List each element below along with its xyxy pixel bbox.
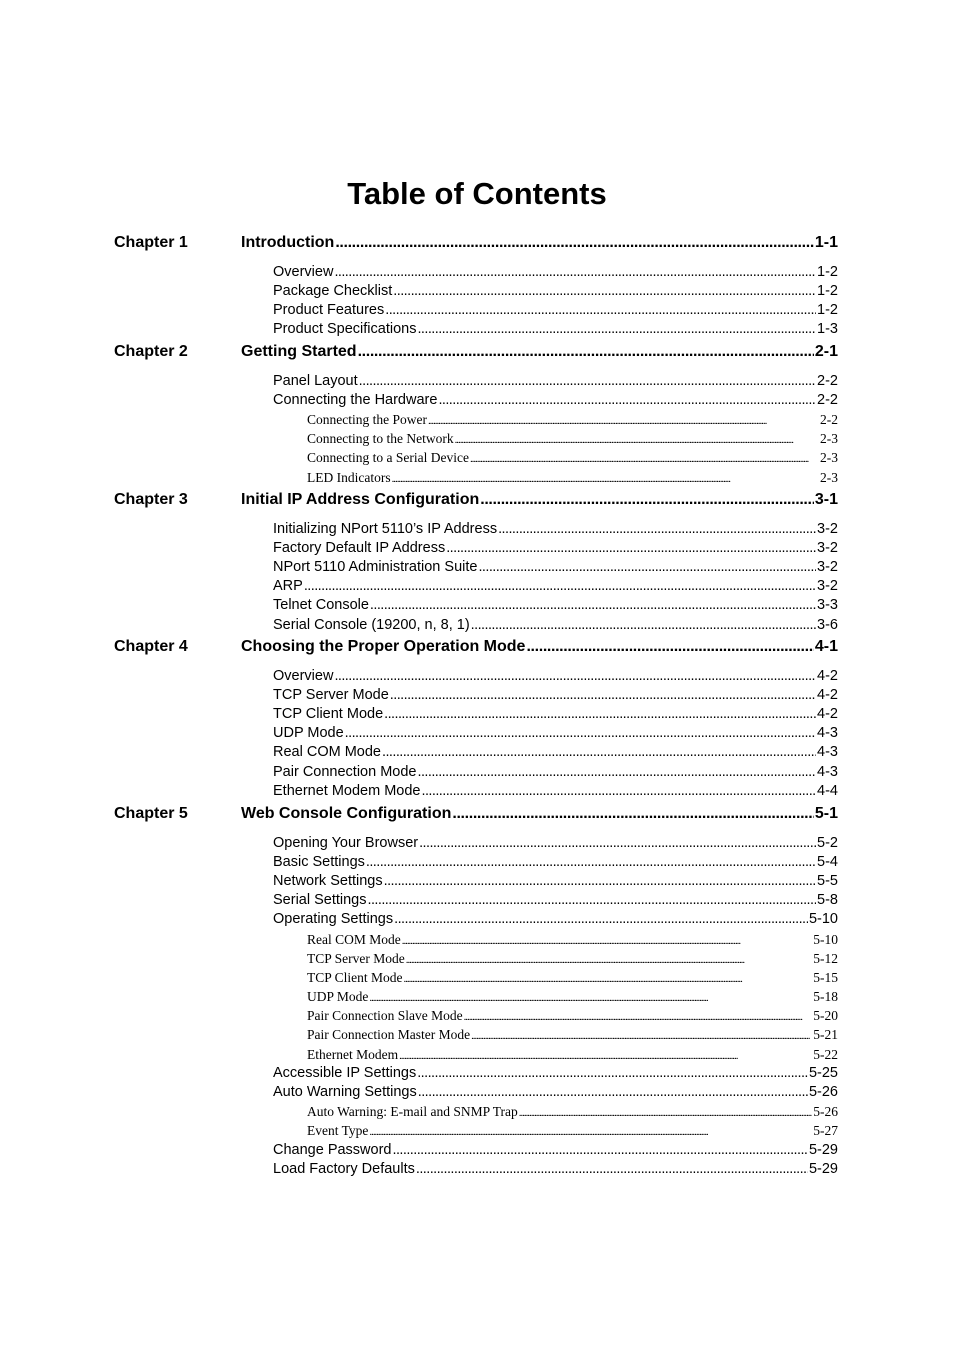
toc-entry[interactable] xyxy=(273,391,838,410)
toc-entry[interactable] xyxy=(307,1025,838,1046)
entry-page-number: 1-2 xyxy=(817,264,838,280)
toc-entry[interactable] xyxy=(307,1006,838,1027)
toc-entry[interactable] xyxy=(273,577,838,596)
entry-title: Initial IP Address Configuration xyxy=(241,491,480,508)
entry-page-number: 5-4 xyxy=(817,854,838,870)
entry-title: ARP xyxy=(273,578,303,594)
entry-title: Serial Console (19200, n, 8, 1) xyxy=(273,617,470,633)
entry-title: Operating Settings xyxy=(273,911,394,927)
entry-title: Factory Default IP Address xyxy=(273,540,446,556)
entry-title: Basic Settings xyxy=(273,854,365,870)
entry-title: LED Indicators xyxy=(307,470,391,485)
chapter-title-entry[interactable] xyxy=(241,637,838,656)
dot-leader xyxy=(369,987,812,1008)
dot-leader xyxy=(416,1160,808,1179)
entry-title: Opening Your Browser xyxy=(273,835,419,851)
entry-title: Initializing NPort 5110’s IP Address xyxy=(273,521,498,537)
dot-leader xyxy=(406,949,813,970)
dot-leader xyxy=(334,263,816,282)
dot-leader xyxy=(370,596,816,615)
entry-page-number: 1-1 xyxy=(814,234,838,251)
entry-page-number: 5-2 xyxy=(817,835,838,851)
entry-page-number: 5-12 xyxy=(813,951,838,966)
toc-entry[interactable] xyxy=(307,468,838,489)
entry-title: Change Password xyxy=(273,1142,392,1158)
dot-leader xyxy=(345,724,816,743)
toc-entry[interactable] xyxy=(273,596,838,615)
toc-entry[interactable] xyxy=(273,782,838,801)
entry-page-number: 5-18 xyxy=(813,989,838,1004)
dot-leader xyxy=(404,968,813,989)
toc-entry[interactable] xyxy=(273,372,838,391)
dot-leader xyxy=(402,930,813,951)
entry-page-number: 5-20 xyxy=(813,1008,838,1023)
dot-leader xyxy=(393,1141,808,1160)
chapter-title-entry[interactable] xyxy=(241,804,838,823)
dot-leader xyxy=(417,763,816,782)
chapter-label: Chapter 4 xyxy=(114,638,188,655)
entry-page-number: 5-22 xyxy=(813,1047,838,1062)
chapter-label: Chapter 1 xyxy=(114,234,188,251)
entry-page-number: 4-1 xyxy=(814,638,838,655)
toc-entry[interactable] xyxy=(307,1045,838,1066)
entry-title: Real COM Mode xyxy=(273,744,381,760)
dot-leader xyxy=(418,1083,808,1102)
toc-entry[interactable] xyxy=(273,1083,838,1102)
entry-page-number: 5-25 xyxy=(808,1065,838,1081)
entry-title: Panel Layout xyxy=(273,373,358,389)
toc-entry[interactable] xyxy=(273,910,838,929)
entry-page-number: 2-3 xyxy=(820,431,838,446)
dot-leader xyxy=(384,705,816,724)
toc-entry[interactable] xyxy=(307,1102,838,1123)
entry-page-number: 5-26 xyxy=(808,1084,838,1100)
entry-page-number: 3-3 xyxy=(817,597,838,613)
toc-entry[interactable] xyxy=(273,282,838,301)
entry-title: TCP Client Mode xyxy=(307,970,403,985)
dot-leader xyxy=(498,520,816,539)
entry-title: Network Settings xyxy=(273,873,383,889)
dot-leader xyxy=(358,342,814,361)
dot-leader xyxy=(359,372,816,391)
entry-page-number: 3-1 xyxy=(814,491,838,508)
toc-entry[interactable] xyxy=(273,520,838,539)
entry-page-number: 3-2 xyxy=(817,521,838,537)
toc-entry[interactable] xyxy=(273,872,838,891)
entry-title: UDP Mode xyxy=(307,989,369,1004)
dot-leader xyxy=(455,429,819,450)
dot-leader xyxy=(334,667,816,686)
chapter-title-entry[interactable] xyxy=(241,342,838,361)
entry-page-number: 5-10 xyxy=(808,911,838,927)
entry-page-number: 2-3 xyxy=(820,450,838,465)
entry-page-number: 5-29 xyxy=(808,1142,838,1158)
toc-entry[interactable] xyxy=(273,686,838,705)
dot-leader xyxy=(368,891,817,910)
entry-page-number: 5-5 xyxy=(817,873,838,889)
entry-title: Pair Connection Slave Mode xyxy=(307,1008,463,1023)
dot-leader xyxy=(392,468,819,489)
toc-entry[interactable] xyxy=(307,448,838,469)
entry-title: Ethernet Modem xyxy=(307,1047,399,1062)
entry-title: Introduction xyxy=(241,234,335,251)
dot-leader xyxy=(399,1045,812,1066)
entry-title: Ethernet Modem Mode xyxy=(273,783,421,799)
toc-entry[interactable] xyxy=(273,539,838,558)
entry-title: Telnet Console xyxy=(273,597,369,613)
entry-title: Connecting the Power xyxy=(307,412,427,427)
entry-title: TCP Server Mode xyxy=(273,687,389,703)
dot-leader xyxy=(526,637,813,656)
entry-title: NPort 5110 Administration Suite xyxy=(273,559,478,575)
entry-page-number: 5-8 xyxy=(817,892,838,908)
toc-entry[interactable] xyxy=(273,667,838,686)
entry-title: Getting Started xyxy=(241,343,357,360)
entry-title: Pair Connection Master Mode xyxy=(307,1027,471,1042)
chapter-title-entry[interactable] xyxy=(241,233,838,252)
toc-entry[interactable] xyxy=(273,891,838,910)
dot-leader xyxy=(419,834,816,853)
dot-leader xyxy=(452,804,814,823)
toc-entry[interactable] xyxy=(273,743,838,762)
toc-entry[interactable] xyxy=(307,429,838,450)
entry-page-number: 4-3 xyxy=(817,725,838,741)
entry-page-number: 1-2 xyxy=(817,283,838,299)
toc-entry[interactable] xyxy=(273,263,838,282)
entry-page-number: 3-2 xyxy=(817,540,838,556)
entry-page-number: 5-10 xyxy=(813,932,838,947)
entry-title: TCP Server Mode xyxy=(307,951,405,966)
dot-leader xyxy=(446,539,816,558)
entry-title: TCP Client Mode xyxy=(273,706,384,722)
entry-title: Serial Settings xyxy=(273,892,367,908)
toc-entry[interactable] xyxy=(307,949,838,970)
entry-page-number: 5-26 xyxy=(813,1104,838,1119)
toc-entry[interactable] xyxy=(307,987,838,1008)
entry-title: Connecting to a Serial Device xyxy=(307,450,469,465)
entry-title: Auto Warning Settings xyxy=(273,1084,417,1100)
toc-entry[interactable] xyxy=(273,301,838,320)
dot-leader xyxy=(422,782,817,801)
entry-page-number: 5-15 xyxy=(813,970,838,985)
dot-leader xyxy=(394,910,808,929)
entry-title: Product Specifications xyxy=(273,321,417,337)
chapter-label: Chapter 5 xyxy=(114,805,188,822)
dot-leader xyxy=(382,743,816,762)
toc-entry[interactable] xyxy=(273,705,838,724)
dot-leader xyxy=(464,1006,813,1027)
entry-title: Overview xyxy=(273,668,334,684)
toc-entry[interactable] xyxy=(273,724,838,743)
entry-page-number: 2-3 xyxy=(820,470,838,485)
entry-title: Connecting the Hardware xyxy=(273,392,438,408)
toc-entry[interactable] xyxy=(307,930,838,951)
dot-leader xyxy=(438,391,816,410)
chapter-label: Chapter 3 xyxy=(114,491,188,508)
dot-leader xyxy=(385,301,816,320)
toc-entry[interactable] xyxy=(273,558,838,577)
toc-entry[interactable] xyxy=(273,834,838,853)
dot-leader xyxy=(335,233,814,252)
entry-page-number: 1-2 xyxy=(817,302,838,318)
toc-entry[interactable] xyxy=(307,410,838,431)
dot-leader xyxy=(480,490,814,509)
dot-leader xyxy=(369,1121,812,1142)
entry-page-number: 4-4 xyxy=(817,783,838,799)
chapter-title-entry[interactable] xyxy=(241,490,838,509)
toc-entry[interactable] xyxy=(307,1121,838,1142)
entry-page-number: 2-1 xyxy=(814,343,838,360)
toc-entry[interactable] xyxy=(273,763,838,782)
entry-title: UDP Mode xyxy=(273,725,344,741)
entry-title: Event Type xyxy=(307,1123,369,1138)
dot-leader xyxy=(471,1025,812,1046)
entry-page-number: 4-2 xyxy=(817,687,838,703)
dot-leader xyxy=(384,872,816,891)
dot-leader xyxy=(304,577,816,596)
toc-entry[interactable] xyxy=(273,1160,838,1179)
entry-page-number: 5-1 xyxy=(814,805,838,822)
dot-leader xyxy=(417,1064,808,1083)
dot-leader xyxy=(471,616,816,635)
entry-page-number: 2-2 xyxy=(817,373,838,389)
entry-title: Overview xyxy=(273,264,334,280)
toc-entry[interactable] xyxy=(273,853,838,872)
toc-entry[interactable] xyxy=(307,968,838,989)
toc-entry[interactable] xyxy=(273,1141,838,1160)
entry-page-number: 4-3 xyxy=(817,764,838,780)
entry-title: Auto Warning: E-mail and SNMP Trap xyxy=(307,1104,518,1119)
dot-leader xyxy=(519,1102,812,1123)
toc-entry[interactable] xyxy=(273,320,838,339)
entry-title: Connecting to the Network xyxy=(307,431,454,446)
dot-leader xyxy=(417,320,816,339)
entry-page-number: 3-2 xyxy=(817,559,838,575)
entry-page-number: 4-2 xyxy=(817,706,838,722)
page-title: Table of Contents xyxy=(347,176,607,211)
entry-page-number: 5-21 xyxy=(813,1027,838,1042)
entry-title: Real COM Mode xyxy=(307,932,401,947)
entry-title: Package Checklist xyxy=(273,283,393,299)
entry-page-number: 5-27 xyxy=(813,1123,838,1138)
dot-leader xyxy=(393,282,816,301)
entry-title: Load Factory Defaults xyxy=(273,1161,415,1177)
entry-page-number: 2-2 xyxy=(817,392,838,408)
entry-title: Web Console Configuration xyxy=(241,805,452,822)
toc-entry[interactable] xyxy=(273,616,838,635)
entry-page-number: 3-2 xyxy=(817,578,838,594)
dot-leader xyxy=(478,558,816,577)
dot-leader xyxy=(366,853,816,872)
entry-page-number: 3-6 xyxy=(817,617,838,633)
entry-page-number: 2-2 xyxy=(820,412,838,427)
chapter-label: Chapter 2 xyxy=(114,343,188,360)
dot-leader xyxy=(470,448,819,469)
entry-title: Accessible IP Settings xyxy=(273,1065,417,1081)
entry-page-number: 4-2 xyxy=(817,668,838,684)
dot-leader xyxy=(390,686,816,705)
entry-title: Choosing the Proper Operation Mode xyxy=(241,638,526,655)
entry-page-number: 5-29 xyxy=(808,1161,838,1177)
entry-page-number: 1-3 xyxy=(817,321,838,337)
entry-title: Product Features xyxy=(273,302,385,318)
entry-title: Pair Connection Mode xyxy=(273,764,417,780)
toc-entry[interactable] xyxy=(273,1064,838,1083)
dot-leader xyxy=(428,410,819,431)
entry-page-number: 4-3 xyxy=(817,744,838,760)
